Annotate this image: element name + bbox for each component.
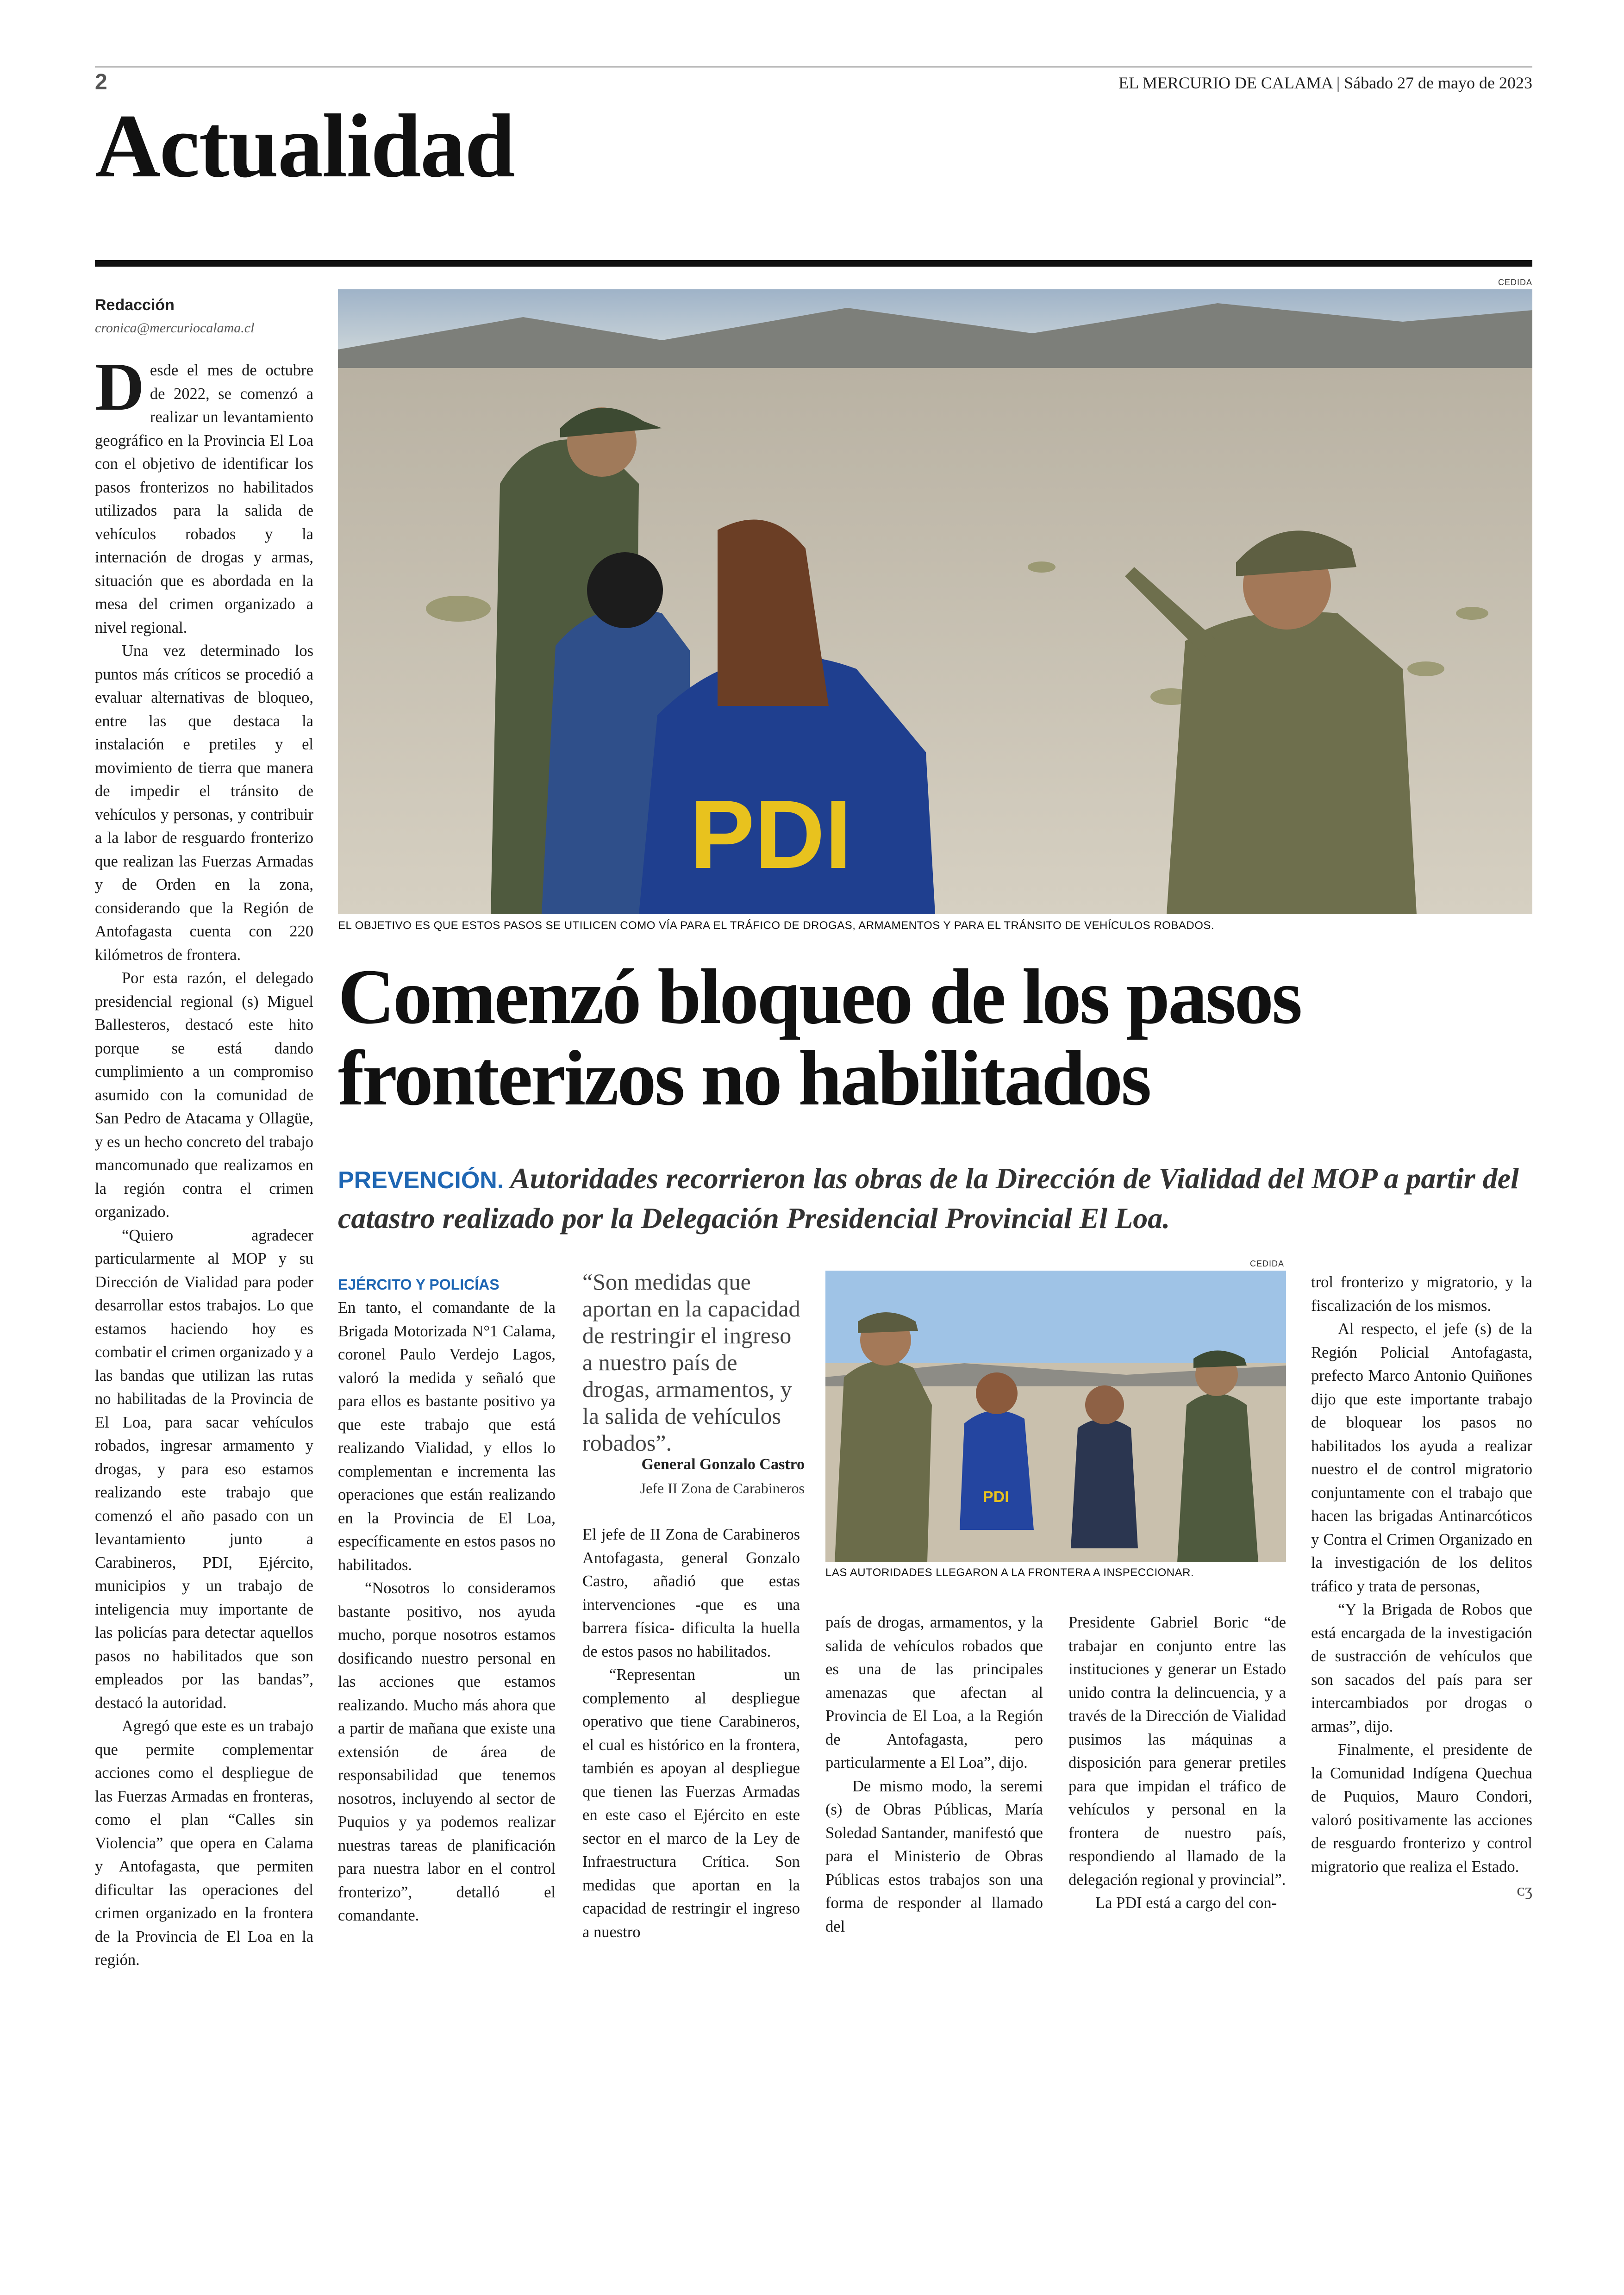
paragraph: La PDI está a cargo del con-	[1095, 1894, 1277, 1912]
lead-text: Autoridades recorrieron las obras de la Dirección de Vialidad del MOP a partir del catastro realizado por la Delegación Presidencial Provincial El Loa.	[338, 1162, 1519, 1235]
article-column-2	[338, 1273, 556, 1927]
second-photo-caption: LAS AUTORIDADES LLEGARON A LA FRONTERA A INSPECCIONAR.	[825, 1566, 1194, 1579]
paragraph: En tanto, el comandante de la Brigada Motorizada N°1 Calama, coronel Paulo Verdejo Lagos, valoró la medida y señaló que para ellos es bastante positivo ya que este trabajo que está realizando Vialidad, y ellos lo complementan e incrementa las operaciones que están realizando en la Provincia de El Loa, específicamente en estos pasos no habilitados.	[338, 1299, 556, 1574]
paragraph: Finalmente, el presidente de la Comunidad Indígena Quechua de Puquios, Mauro Condori, valoró positivamente las acciones de resguardo fronterizo y control migratorio que realiza el Estado.	[1311, 1741, 1532, 1876]
paragraph: Presidente Gabriel Boric “de trabajar en conjunto entre las instituciones y generar un Estado unido contra la delincuencia, y a través de la Dirección de Vialidad pusimos las máquinas a disposición para generar pretiles para que impidan el tráfico de vehículos y personal en la frontera de nuestro país, respondiendo al llamado de la delegación regional y provincial”.	[1068, 1614, 1286, 1889]
second-photo	[825, 1271, 1286, 1562]
byline-email: cronica@mercuriocalama.cl	[95, 320, 255, 336]
main-photo	[338, 289, 1532, 914]
main-photo-credit: CEDIDA	[1498, 278, 1532, 287]
paragraph: Una vez determinado los puntos más críticos se procedió a evaluar alternativas de bloqueo, entre las que destaca la instalación e pretiles y el movimiento de tierra que manera de impedir el tránsito de vehículos y personas, y contribuir a la labor de resguardo fronterizo que realizan las Fuerzas Armadas y de Orden en la zona, considerando que la Región de Antofagasta cuenta con 220 kilómetros de frontera.	[95, 642, 313, 964]
paragraph: “Y la Brigada de Robos que está encargada de la investigación de sustracción de vehículos que son sacados del país para ser intercambiados por drogas o armas”, dijo.	[1311, 1601, 1532, 1735]
paragraph: trol fronterizo y migratorio, y la fiscalización de los mismos.	[1311, 1273, 1532, 1315]
paragraph: Al respecto, el jefe (s) de la Región Policial Antofagasta, prefecto Marco Antonio Quiñones dijo que este importante trabajo de bloquear los pasos no habilitados los ayuda a realizar nuestro el de control migratorio conjuntamente con el trabajo que hacen las brigadas Antinarcóticos y Contra el Crimen Organizado en la investigación de los delitos tráfico y trata de personas,	[1311, 1320, 1532, 1595]
article-column-1	[95, 349, 313, 1972]
page-number: 2	[95, 70, 107, 94]
second-photo-illustration	[825, 1271, 1286, 1562]
paragraph: “Representan un complemento al despliegue operativo que tiene Carabineros, el cual es histórico en la frontera, también es apoyan al despliegue que tienen las Fuerzas Armadas en este caso el Ejército en este sector en el marco de la Ley de Infraestructura Crítica. Son medidas que aportan en la capacidad de restringir el ingreso a nuestro	[582, 1666, 800, 1941]
section-title: Actualidad	[95, 96, 514, 196]
svg-text:PDI: PDI	[983, 1488, 1009, 1506]
article-column-4	[825, 1611, 1043, 1938]
paragraph: Agregó que este es un trabajo que permite complementar acciones como el despliegue de las Fuerzas Armadas en fronteras, como el plan “Calles sin Violencia” que opera en Calama y Antofagasta, que permiten dificultar las operaciones del crimen organizado en la frontera de la Provincia de El Loa en la región.	[95, 1717, 313, 1969]
article-column-6	[1311, 1271, 1532, 1902]
lead-tag: PREVENCIÓN.	[338, 1167, 504, 1194]
paragraph: país de drogas, armamentos, y la salida de vehículos robados que es una de las principales amenazas que afectan al Provincia de El Loa, a la Región de Antofagasta, pero particularmente a El Loa”, dijo.	[825, 1614, 1043, 1771]
headline-line-2: fronterizos no habilitados	[338, 1035, 1150, 1122]
quote-author: General Gonzalo Castro	[641, 1456, 805, 1473]
end-mark: ᴄʒ	[1517, 1881, 1532, 1899]
paragraph: De mismo modo, la seremi (s) de Obras Públicas, María Soledad Santander, manifestó que para el Ministerio de Obras Públicas estos trabajos son una forma de responder al llamado del	[825, 1777, 1043, 1935]
article-column-3	[582, 1523, 800, 1944]
subhead-kicker: EJÉRCITO Y POLICÍAS	[338, 1276, 500, 1293]
pull-quote: “Son medidas que aportan en la capacidad de restringir el ingreso a nuestro país de drogas, armamentos, y la salida de vehículos robados”.	[582, 1269, 800, 1456]
main-photo-illustration	[338, 289, 1532, 914]
masthead: EL MERCURIO DE CALAMA | Sábado 27 de mayo de 2023	[1118, 74, 1532, 92]
second-photo-credit: CEDIDA	[1250, 1259, 1285, 1268]
paragraph: El jefe de II Zona de Carabineros Antofagasta, general Gonzalo Castro, añadió que estas intervenciones -que es una barrera física- dificulta la huella de estos pasos no habilitados.	[582, 1526, 800, 1660]
top-rule	[95, 66, 1532, 68]
quote-role: Jefe II Zona de Carabineros	[640, 1480, 805, 1497]
headline-line-1: Comenzó bloqueo de los pasos	[338, 953, 1301, 1040]
headline	[338, 953, 1537, 1122]
paragraph: “Nosotros lo consideramos bastante positivo, nos ayuda mucho, porque nosotros estamos dosificando nuestro personal en las acciones que estamos realizando. Mucho más ahora que a partir de mañana que existe una extensión de área de responsabilidad que tenemos nosotros, incluyendo al sector de Puquios y ya podemos realizar nuestras tareas de planificación para nuestra labor en el control fronterizo”, detalló el comandante.	[338, 1579, 556, 1924]
lead	[338, 1160, 1537, 1237]
paragraph: Desde el mes de octubre de 2022, se comenzó a realizar un levantamiento geográfico en la Provincia El Loa con el objetivo de identificar los pasos fronterizos no habilitados utilizados para la salida de vehículos robados y la internación de drogas y armas, situación que es abordada en la mesa del crimen organizado a nivel regional.	[95, 349, 313, 636]
main-photo-caption: EL OBJETIVO ES QUE ESTOS PASOS SE UTILICEN COMO VÍA PARA EL TRÁFICO DE DROGAS, ARMAMENTOS Y PARA EL TRÁNSITO DE VEHÍCULOS ROBADOS.	[338, 919, 1215, 932]
section-rule	[95, 260, 1532, 267]
article-column-5	[1068, 1611, 1286, 1915]
paragraph: “Quiero agradecer particularmente al MOP y su Dirección de Vialidad para poder desarrollar estos trabajos. Lo que estamos haciendo hoy es combatir el crimen organizado y a las bandas que utilizan las rutas no habilitadas de la Provincia de El Loa, para sacar vehículos robados, ingresar armamento y drogas, y para eso estamos realizando este trabajo que comenzó el año pasado con un levantamiento junto a Carabineros, PDI, Ejército, municipios y un trabajo de inteligencia muy importante de las policías para detectar aquellos pasos no habilitados que son empleados por las bandas”, destacó la autoridad.	[95, 1226, 313, 1712]
pdi-vest-text: PDI	[690, 780, 852, 889]
byline-name: Redacción	[95, 296, 175, 314]
paragraph: Por esta razón, el delegado presidencial regional (s) Miguel Ballesteros, destacó este hito porque se está dando cumplimiento a un compromiso asumido con la comunidad de San Pedro de Atacama y Ollagüe, y es un hecho concreto del trabajo mancomunado que realizamos en la región contra el crimen organizado.	[95, 969, 313, 1221]
